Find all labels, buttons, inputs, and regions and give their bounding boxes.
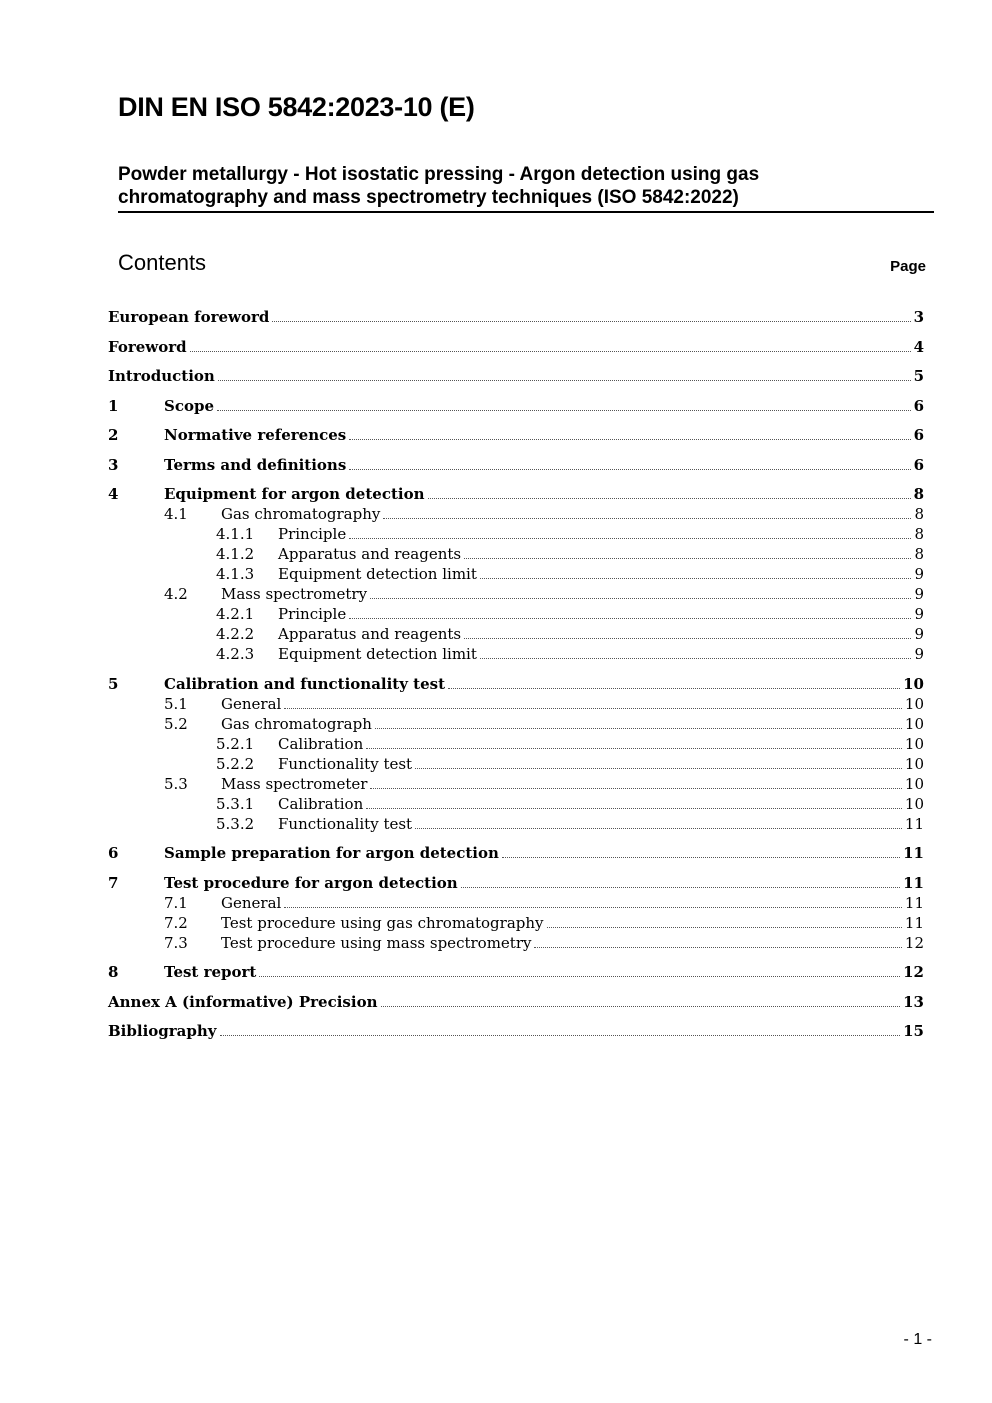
toc-dot-leader bbox=[428, 498, 911, 499]
toc-entry-title: Calibration bbox=[278, 794, 364, 813]
document-id: DIN EN ISO 5842:2023-10 (E) bbox=[118, 92, 475, 122]
toc-entry[interactable] bbox=[108, 524, 924, 544]
toc-entry-title: Gas chromatography bbox=[221, 505, 381, 523]
contents-heading: Contents bbox=[118, 250, 207, 275]
toc-entry-page: 12 bbox=[903, 963, 924, 981]
toc-entry-number: 4.1.3 bbox=[216, 565, 255, 583]
toc-entry-page: 5 bbox=[913, 367, 924, 385]
toc-entry-page: 15 bbox=[903, 1022, 924, 1040]
toc-dot-leader bbox=[284, 907, 902, 908]
toc-entry[interactable] bbox=[108, 604, 924, 624]
toc-dot-leader bbox=[272, 321, 910, 322]
toc-entry-title: Normative references bbox=[164, 426, 347, 444]
toc-entry-title: Test procedure using gas chromatography bbox=[221, 913, 544, 932]
toc-dot-leader bbox=[415, 828, 902, 829]
table-of-contents bbox=[108, 307, 924, 1041]
toc-dot-leader bbox=[480, 658, 912, 659]
toc-dot-leader bbox=[349, 469, 910, 470]
toc-entry-title: Terms and definitions bbox=[164, 455, 347, 474]
toc-entry-number: 4.1.2 bbox=[216, 545, 255, 563]
toc-entry[interactable] bbox=[108, 544, 924, 564]
toc-entry[interactable] bbox=[108, 913, 924, 933]
toc-entry-page: 10 bbox=[904, 754, 924, 773]
toc-dot-leader bbox=[259, 976, 900, 977]
toc-entry-page: 12 bbox=[904, 933, 924, 952]
toc-entry-title: Equipment detection limit bbox=[278, 645, 477, 663]
toc-entry-number: 4.2 bbox=[164, 585, 188, 603]
toc-entry-number: 6 bbox=[108, 844, 119, 862]
toc-entry[interactable] bbox=[108, 754, 924, 774]
toc-entry-page: 3 bbox=[913, 308, 924, 326]
toc-entry[interactable] bbox=[108, 396, 924, 416]
document-title-line-1: Powder metallurgy - Hot isostatic pressing - Argon detection using gas bbox=[118, 164, 760, 185]
toc-dot-leader bbox=[349, 439, 910, 440]
toc-entry-title: Mass spectrometer bbox=[221, 774, 368, 793]
toc-entry-page: 9 bbox=[914, 645, 924, 663]
toc-entry-title: Apparatus and reagents bbox=[278, 545, 462, 563]
toc-entry-title: Calibration and functionality test bbox=[164, 674, 446, 693]
toc-entry[interactable] bbox=[108, 774, 924, 794]
toc-entry-page: 10 bbox=[904, 794, 924, 813]
toc-entry-number: 8 bbox=[108, 963, 119, 981]
toc-entry-page: 10 bbox=[904, 694, 924, 713]
toc-entry-title: Annex A (informative) Precision bbox=[108, 992, 378, 1011]
toc-entry-number: 4.2.1 bbox=[216, 605, 255, 623]
toc-dot-leader bbox=[366, 808, 902, 809]
toc-entry-title: Gas chromatograph bbox=[221, 714, 372, 733]
toc-dot-leader bbox=[464, 558, 911, 559]
toc-entry-title: Mass spectrometry bbox=[221, 585, 368, 603]
toc-entry-page: 8 bbox=[914, 505, 924, 523]
toc-entry-number: 4.2.2 bbox=[216, 625, 255, 643]
toc-entry[interactable] bbox=[108, 307, 924, 327]
toc-entry-number: 4.1.1 bbox=[216, 525, 255, 543]
toc-entry[interactable] bbox=[108, 694, 924, 714]
toc-dot-leader bbox=[349, 538, 911, 539]
toc-entry-page: 9 bbox=[914, 605, 924, 623]
toc-entry-page: 9 bbox=[914, 565, 924, 583]
toc-dot-leader bbox=[375, 728, 902, 729]
toc-entry-number: 1 bbox=[108, 396, 119, 415]
toc-dot-leader bbox=[502, 857, 900, 858]
toc-entry-number: 5 bbox=[108, 674, 119, 693]
toc-dot-leader bbox=[370, 788, 901, 789]
document-title-line-2: chromatography and mass spectrometry techniques (ISO 5842:2022) bbox=[118, 187, 739, 208]
toc-entry-page: 6 bbox=[913, 455, 924, 474]
toc-entry-page: 10 bbox=[903, 674, 924, 693]
toc-dot-leader bbox=[217, 410, 911, 411]
toc-dot-leader bbox=[383, 518, 911, 519]
toc-entry-page: 4 bbox=[913, 337, 924, 356]
toc-entry[interactable] bbox=[108, 584, 924, 604]
toc-entry[interactable] bbox=[108, 933, 924, 953]
toc-entry-number: 4.2.3 bbox=[216, 645, 255, 663]
toc-entry[interactable] bbox=[108, 962, 924, 982]
toc-dot-leader bbox=[547, 927, 902, 928]
toc-entry[interactable] bbox=[108, 893, 924, 913]
toc-dot-leader bbox=[220, 1035, 901, 1036]
toc-entry-number: 5.2.1 bbox=[216, 734, 255, 753]
toc-entry-page: 6 bbox=[913, 426, 924, 444]
toc-entry-number: 7.1 bbox=[164, 893, 188, 912]
toc-entry-title: Equipment detection limit bbox=[278, 565, 477, 583]
toc-entry-page: 9 bbox=[914, 585, 924, 603]
toc-entry-number: 4.1 bbox=[164, 505, 188, 523]
toc-dot-leader bbox=[370, 598, 911, 599]
toc-entry-title: Functionality test bbox=[278, 814, 413, 833]
toc-entry-title: Principle bbox=[278, 525, 347, 543]
toc-entry-title: Introduction bbox=[108, 367, 215, 385]
toc-dot-leader bbox=[461, 887, 900, 888]
toc-entry-title: Test procedure for argon detection bbox=[164, 873, 458, 892]
toc-entry-title: European foreword bbox=[108, 308, 270, 326]
toc-entry[interactable] bbox=[108, 504, 924, 524]
toc-entry-page: 10 bbox=[904, 774, 924, 793]
toc-entry-number: 5.1 bbox=[164, 694, 188, 713]
toc-dot-leader bbox=[464, 638, 911, 639]
toc-entry-page: 10 bbox=[904, 714, 924, 733]
toc-entry[interactable] bbox=[108, 484, 924, 504]
toc-dot-leader bbox=[415, 768, 902, 769]
toc-dot-leader bbox=[349, 618, 911, 619]
toc-entry[interactable] bbox=[108, 674, 924, 694]
toc-entry-number: 5.3.2 bbox=[216, 814, 255, 833]
toc-entry-title: Principle bbox=[278, 605, 347, 623]
toc-entry-number: 3 bbox=[108, 455, 119, 474]
toc-entry-page: 8 bbox=[914, 525, 924, 543]
toc-dot-leader bbox=[190, 351, 911, 352]
toc-entry-number: 7 bbox=[108, 873, 119, 892]
toc-entry[interactable] bbox=[108, 425, 924, 445]
toc-entry-title: Equipment for argon detection bbox=[164, 485, 425, 503]
toc-entry[interactable] bbox=[108, 337, 924, 357]
toc-dot-leader bbox=[534, 947, 901, 948]
toc-entry[interactable] bbox=[108, 564, 924, 584]
toc-entry-page: 8 bbox=[914, 545, 924, 563]
toc-entry-title: Test report bbox=[164, 963, 257, 981]
toc-dot-leader bbox=[284, 708, 902, 709]
toc-entry-number: 5.2 bbox=[164, 714, 188, 733]
toc-entry-title: General bbox=[221, 893, 282, 912]
toc-entry-number: 5.2.2 bbox=[216, 754, 255, 773]
toc-entry-title: Foreword bbox=[108, 337, 187, 356]
toc-dot-leader bbox=[366, 748, 902, 749]
toc-entry[interactable] bbox=[108, 794, 924, 814]
toc-entry-title: Test procedure using mass spectrometry bbox=[221, 933, 532, 952]
toc-entry[interactable] bbox=[108, 644, 924, 664]
toc-entry[interactable] bbox=[108, 455, 924, 475]
toc-dot-leader bbox=[218, 380, 911, 381]
toc-entry[interactable] bbox=[108, 734, 924, 754]
toc-entry-page: 11 bbox=[903, 873, 924, 892]
toc-entry-number: 5.3 bbox=[164, 774, 188, 793]
toc-entry-page: 10 bbox=[904, 734, 924, 753]
toc-entry[interactable] bbox=[108, 992, 924, 1012]
toc-entry-page: 11 bbox=[904, 814, 924, 833]
toc-entry[interactable] bbox=[108, 814, 924, 834]
toc-entry-page: 11 bbox=[903, 844, 924, 862]
toc-entry-title: General bbox=[221, 694, 282, 713]
toc-entry[interactable] bbox=[108, 366, 924, 386]
toc-entry-page: 11 bbox=[904, 893, 924, 912]
toc-entry-title: Functionality test bbox=[278, 754, 413, 773]
toc-entry-page: 6 bbox=[913, 396, 924, 415]
page-column-label: Page bbox=[890, 258, 926, 275]
toc-entry[interactable] bbox=[108, 714, 924, 734]
toc-entry-title: Sample preparation for argon detection bbox=[164, 844, 499, 862]
document-title bbox=[118, 163, 934, 213]
toc-entry-page: 8 bbox=[913, 485, 924, 503]
toc-entry-number: 5.3.1 bbox=[216, 794, 255, 813]
toc-entry-page: 9 bbox=[914, 625, 924, 643]
page-number: - 1 - bbox=[903, 1331, 932, 1348]
toc-dot-leader bbox=[480, 578, 912, 579]
toc-entry[interactable] bbox=[108, 873, 924, 893]
toc-entry-number: 2 bbox=[108, 426, 119, 444]
toc-entry-title: Apparatus and reagents bbox=[278, 625, 462, 643]
toc-entry[interactable] bbox=[108, 843, 924, 863]
toc-entry-page: 13 bbox=[903, 992, 924, 1011]
toc-entry-number: 7.2 bbox=[164, 913, 188, 932]
toc-entry-number: 7.3 bbox=[164, 933, 188, 952]
toc-entry-page: 11 bbox=[904, 913, 924, 932]
toc-dot-leader bbox=[448, 688, 900, 689]
toc-entry[interactable] bbox=[108, 624, 924, 644]
toc-dot-leader bbox=[381, 1006, 901, 1007]
toc-entry-number: 4 bbox=[108, 485, 119, 503]
toc-entry-title: Bibliography bbox=[108, 1022, 217, 1040]
toc-entry[interactable] bbox=[108, 1021, 924, 1041]
toc-entry-title: Scope bbox=[164, 396, 215, 415]
toc-entry-title: Calibration bbox=[278, 734, 364, 753]
